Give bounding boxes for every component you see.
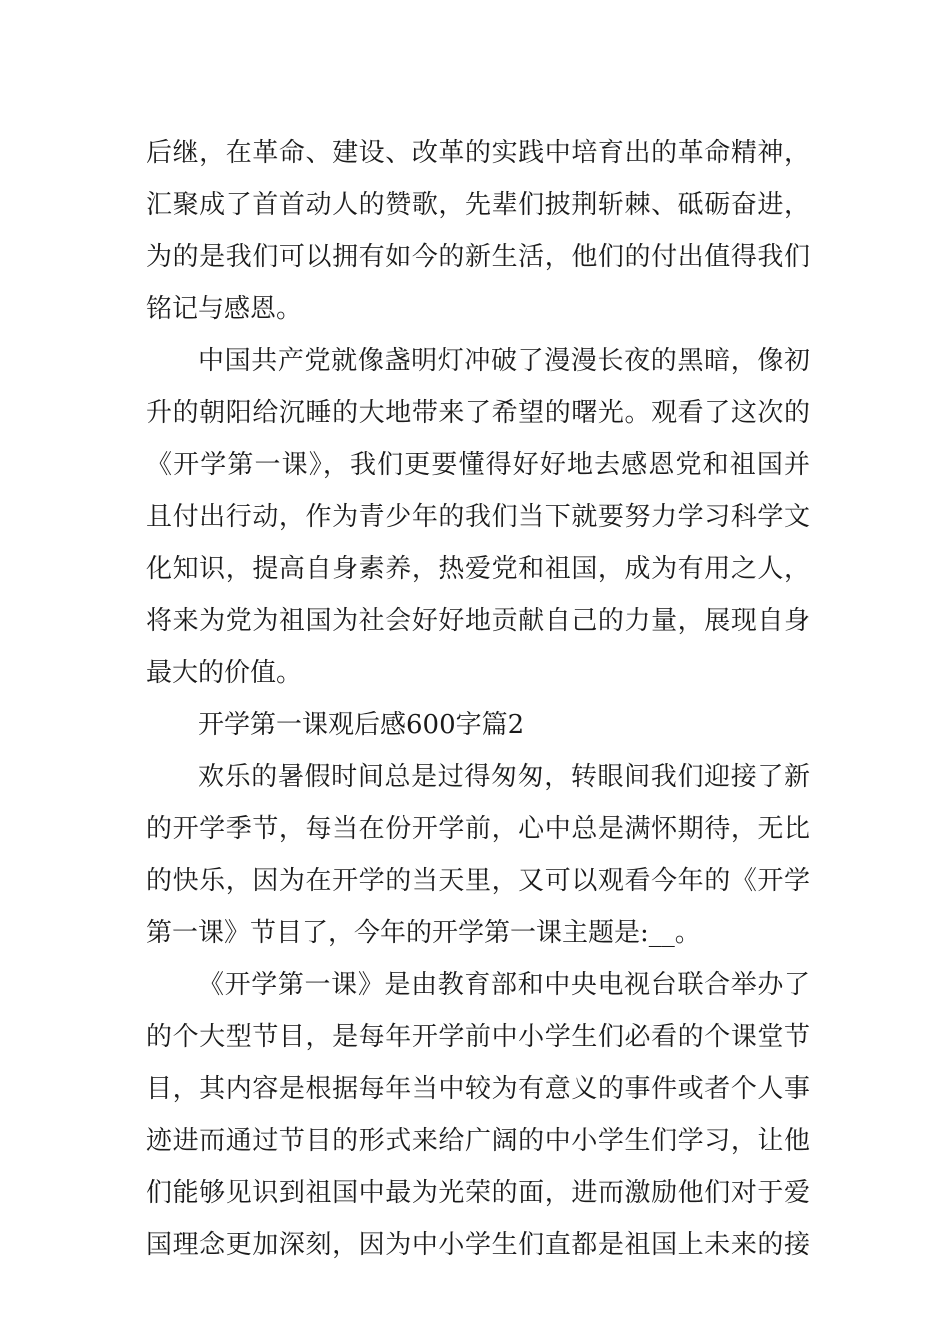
text-line: 化知识，提高自身素养，热爱党和祖国，成为有用之人， — [146, 554, 810, 584]
text-line: 迹进而通过节目的形式来给广阔的中小学生们学习，让他 — [146, 1126, 810, 1156]
paragraph-first-line: 中国共产党就像盏明灯冲破了漫漫长夜的黑暗，像初 — [198, 346, 810, 376]
text-line: 汇聚成了首首动人的赞歌，先辈们披荆斩棘、砥砺奋进， — [146, 190, 810, 220]
text-line: 且付出行动，作为青少年的我们当下就要努力学习科学文 — [146, 502, 810, 532]
paragraph-first-line: 欢乐的暑假时间总是过得匆匆，转眼间我们迎接了新 — [198, 762, 810, 792]
text-line: 为的是我们可以拥有如今的新生活，他们的付出值得我们 — [146, 242, 810, 272]
text-line: 后继，在革命、建设、改革的实践中培育出的革命精神， — [146, 138, 810, 168]
text-line: 将来为党为祖国为社会好好地贡献自己的力量，展现自身 — [146, 606, 810, 636]
text-line: 升的朝阳给沉睡的大地带来了希望的曙光。观看了这次的 — [146, 398, 810, 428]
text-line: 的快乐，因为在开学的当天里，又可以观看今年的《开学 — [146, 866, 810, 896]
text-line: 的个大型节目，是每年开学前中小学生们必看的个课堂节 — [146, 1022, 810, 1052]
text-line: 第一课》节目了，今年的开学第一课主题是:__。 — [146, 918, 701, 948]
text-line: 最大的价值。 — [146, 658, 303, 688]
text-line: 的开学季节，每当在份开学前，心中总是满怀期待，无比 — [146, 814, 810, 844]
paragraph-first-line: 《开学第一课》是由教育部和中央电视台联合举办了 — [198, 970, 810, 1000]
section-heading: 开学第一课观后感600字篇2 — [198, 710, 525, 740]
text-line: 国理念更加深刻，因为中小学生们直都是祖国上未来的接 — [146, 1230, 810, 1260]
text-line: 《开学第一课》，我们更要懂得好好地去感恩党和祖国并 — [146, 450, 810, 480]
text-line: 铭记与感恩。 — [146, 294, 303, 324]
text-line: 们能够见识到祖国中最为光荣的面，进而激励他们对于爱 — [146, 1178, 810, 1208]
document-body — [146, 127, 810, 1271]
text-line: 目，其内容是根据每年当中较为有意义的事件或者个人事 — [146, 1074, 810, 1104]
